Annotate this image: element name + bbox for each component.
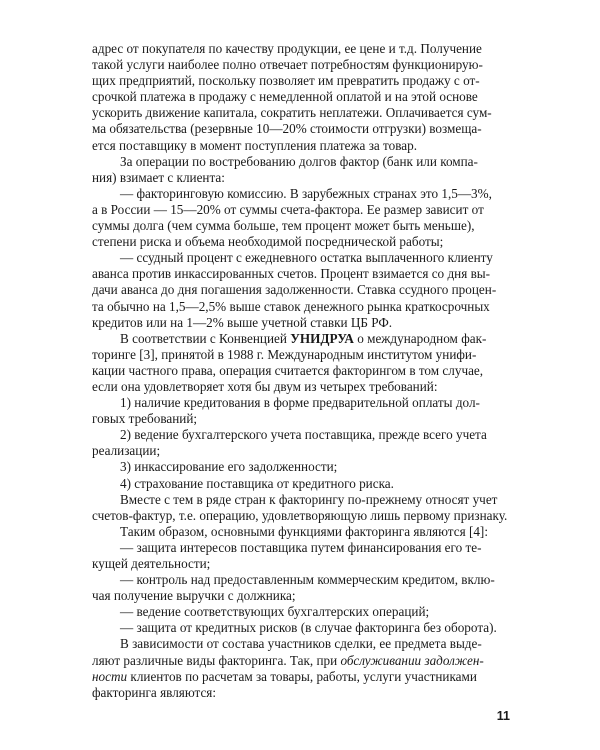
requirement-1 — [92, 395, 508, 427]
text-line: 3) инкассирование его задолженности; — [120, 459, 338, 475]
paragraph-factoring-commission — [92, 186, 508, 250]
text-line: ускорить движение капитала, сократить неплатежи. Оплачивается сум- — [92, 105, 492, 121]
text-line: факторинга являются: — [92, 684, 217, 700]
text-line: — защита интересов поставщика путем финансирования его те- — [120, 539, 482, 555]
text-line: За операции по востребованию долгов фактор (банк или компа- — [120, 153, 478, 169]
italic-term: ности — [92, 668, 128, 684]
text-line — [92, 653, 508, 669]
paragraph-invoices — [92, 492, 508, 524]
text-fragment: клиентов по расчетам за товары, работы, услуги участниками — [127, 668, 477, 684]
text-line: 1) наличие кредитования в форме предварительной оплаты дол- — [120, 395, 480, 411]
text-line: — факторинговую комиссию. В зарубежных странах это 1,5—3%, — [120, 185, 492, 201]
text-line: — ссудный процент с ежедневного остатка выплаченного клиенту — [120, 250, 493, 266]
text-line — [92, 331, 508, 347]
page-body — [92, 41, 508, 701]
requirement-4 — [92, 476, 508, 492]
text-line: — контроль над предоставленным коммерческим кредитом, вклю- — [120, 572, 495, 588]
text-line: кущей деятельности; — [92, 556, 211, 571]
text-line: — защита от кредитных рисков (в случае факторинга без оборота). — [120, 620, 497, 636]
text-line: В зависимости от состава участников сделки, ее предмета выде- — [120, 636, 482, 652]
text-line: адрес от покупателя по качеству продукции, ее цене и т.д. Получение — [92, 41, 482, 56]
text-line: торинге [3], принятой в 1988 г. Международным институтом унифи- — [92, 346, 477, 362]
page-number: 11 — [496, 709, 510, 723]
function-1 — [92, 540, 508, 572]
text-line: 2) ведение бухгалтерского учета поставщика, прежде всего учета — [120, 427, 487, 443]
text-line: та обычно на 1,5—2,5% выше ставок денежного рынка краткосрочных — [92, 298, 490, 314]
text-line: кации частного права, операция считается факторингом в том случае, — [92, 362, 484, 378]
text-line: ется поставщику в момент поступления платежа за товар. — [92, 137, 418, 153]
text-line: щих предприятий, поскольку позволяет им превратить продажу с от- — [92, 73, 480, 89]
text-line: ма обязательства (резервные 10—20% стоимости отгрузки) возмеща- — [92, 121, 482, 137]
text-line: Вместе с тем в ряде стран к факторингу по-прежнему относят учет — [120, 491, 498, 507]
text-line: реализации; — [92, 443, 161, 459]
text-line: говых требований; — [92, 411, 198, 427]
text-line: кредитов или на 1—2% выше учетной ставки ЦБ РФ. — [92, 314, 393, 330]
text-fragment: В соответствии с Конвенцией — [120, 330, 291, 346]
text-line — [92, 669, 508, 685]
paragraph-functions-intro — [92, 524, 508, 540]
text-line: суммы долга (чем сумма больше, тем процент может быть меньше), — [92, 218, 475, 234]
text-line: — ведение соответствующих бухгалтерских операций; — [120, 604, 430, 620]
text-line: такой услуги наиболее полно отвечает потребностям функционирую- — [92, 57, 483, 73]
text-line: чая получение выручки с должника; — [92, 588, 296, 604]
text-line: 4) страхование поставщика от кредитного риска. — [120, 475, 394, 491]
text-fragment: ляют различные виды факторинга. Так, при — [92, 652, 341, 668]
bold-term-unidroit: УНИДРУА — [290, 330, 354, 346]
requirement-2 — [92, 427, 508, 459]
function-3 — [92, 604, 508, 620]
italic-term: обслуживании задолжен- — [340, 652, 484, 668]
text-line: срочкой платежа в продажу с немедленной оплатой и на этой основе — [92, 89, 478, 105]
paragraph-2 — [92, 154, 508, 186]
text-line: Таким образом, основными функциями факторинга являются [4]: — [120, 523, 488, 539]
paragraph-1 — [92, 41, 508, 154]
text-line: счетов-фактур, т.е. операцию, удовлетворяющую лишь первому признаку. — [92, 507, 508, 523]
text-line: аванса против инкассированных счетов. Процент взимается со дня вы- — [92, 266, 491, 282]
requirement-3 — [92, 459, 508, 475]
text-fragment: о международном фак- — [353, 330, 487, 346]
text-line: если она удовлетворяет хотя бы двум из четырех требований: — [92, 378, 438, 394]
paragraph-loan-interest — [92, 250, 508, 330]
text-line: а в России — 15—20% от суммы счета-фактора. Ее размер зависит от — [92, 201, 484, 217]
function-2 — [92, 572, 508, 604]
function-4 — [92, 620, 508, 636]
text-line: ния) взимает с клиента: — [92, 169, 225, 185]
text-line: степени риска и объема необходимой посреднической работы; — [92, 234, 444, 250]
paragraph-unidroit — [92, 331, 508, 395]
paragraph-factoring-types — [92, 636, 508, 700]
text-line: дачи аванса до дня погашения задолженности. Ставка ссудного процен- — [92, 282, 497, 298]
